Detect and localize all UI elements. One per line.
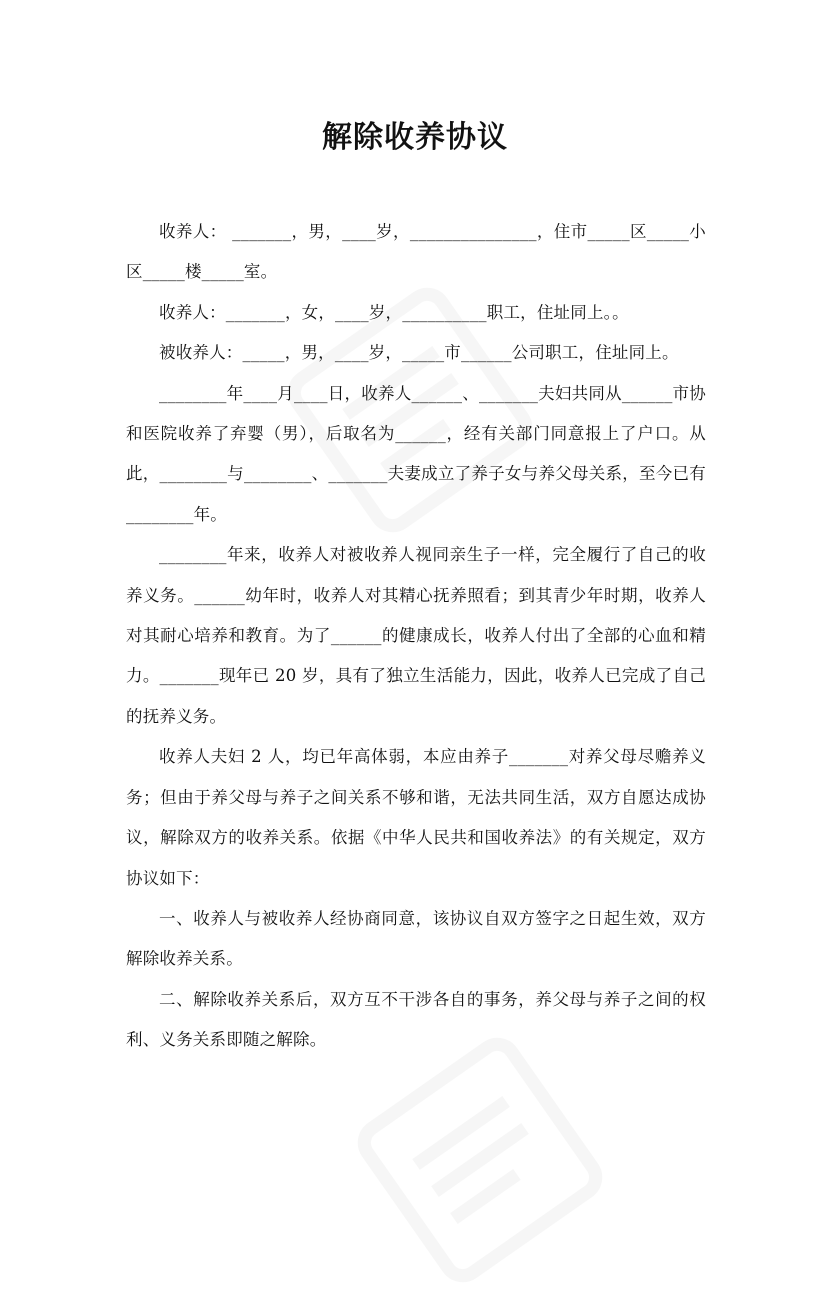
paragraph-background: ________年____月____日，收养人______、_______夫妇共同从______市协和医院收养了弃婴（男），后取名为______，经有关部门同意报上了户口。从此，________与________、_______夫妻成立了养子女与养父母关系，至今已有________年。 [126, 383, 706, 524]
paragraph-clause-2: 二、解除收养关系后，双方互不干涉各自的事务，养父母与养子之间的权利、义务关系即随之解除。 [126, 989, 706, 1050]
document-title: 解除收养协议 [322, 120, 508, 155]
paragraph-adoptee: 被收养人：_____，男，____岁，_____市______公司职工，住址同上。 [159, 343, 679, 363]
paragraph-clause-1: 一、收养人与被收养人经协商同意，该协议自双方签字之日起生效，双方解除收养关系。 [126, 908, 706, 969]
document-body [126, 212, 706, 1061]
paragraph-adopter-male: 收养人： _______，男，____岁，_______________，住市_____区_____小区_____楼_____室。 [126, 222, 706, 282]
paragraph-adopter-female: 收养人：_______，女，____岁，__________职工，住址同上。。 [159, 302, 629, 322]
paragraph-reason: 收养人夫妇 2 人，均已年高体弱，本应由养子_______对养父母尽赡养义务；但由于养父母与养子之间关系不够和谐，无法共同生活，双方自愿达成协议，解除双方的收养关系。依据《中华人民共和国收养法》的有关规定，双方协议如下： [126, 747, 706, 888]
paragraph-upbringing: ________年来，收养人对被收养人视同亲生子一样，完全履行了自己的收养义务。______幼年时，收养人对其精心抚养照看；到其青少年时期，收养人对其耐心培养和教育。为了______的健康成长，收养人付出了全部的心血和精力。_______现年已 20 岁，具有了独立生活能力，因此，收养人已完成了自己的抚养义务。 [126, 545, 706, 726]
